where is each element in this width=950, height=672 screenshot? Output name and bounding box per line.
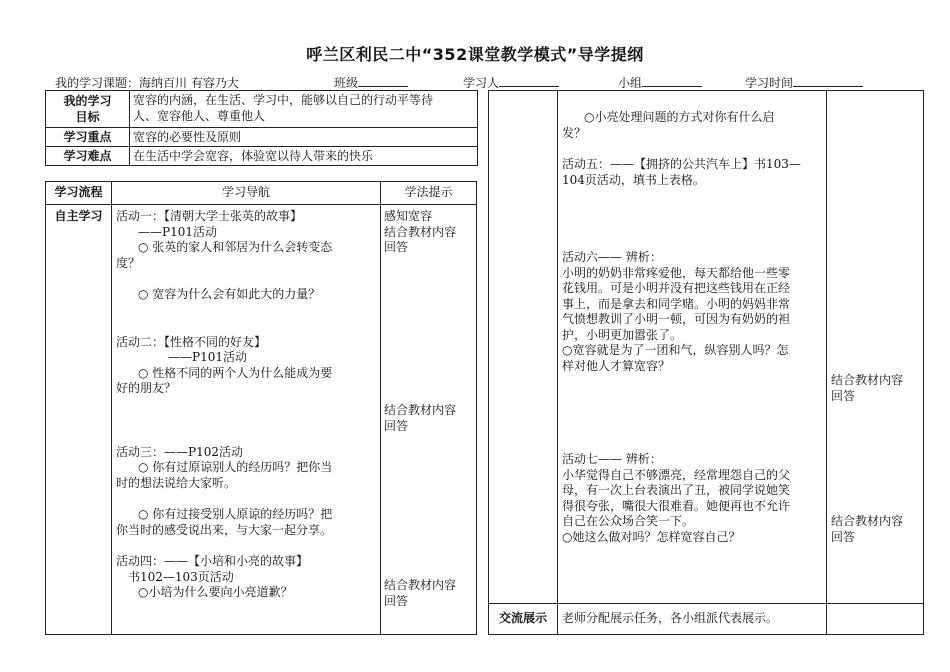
goal-label-line2: 目标 [75,110,100,124]
activity-6-title: 活动六—— 辨析： [562,250,662,264]
class-blank[interactable] [358,74,408,87]
left-nav-content [116,209,378,601]
activity-7-title: 活动七—— 辨析： [562,452,662,466]
activity-6-text-5: 护，小明更加嚣张了。 [562,327,683,342]
activity-2-ref: ——P101活动 [168,350,247,364]
class-label: 班级 [334,76,359,90]
activity-3-q1-cont: 时的想法说给大家听。 [116,475,237,490]
activity-5-title-cont: 104页活动，填书上表格。 [562,172,705,187]
exchange-label: 交流展示 [498,611,547,625]
group-label: 小组 [618,76,643,90]
tip-answer-1: 回答 [384,240,409,254]
key-label: 学习重点 [46,128,130,147]
time-label: 学习时间 [745,76,794,90]
activity-6-text-3: 事上，而是拿去和同学赌。小明的妈妈非常 [562,296,791,311]
right-nav-content [562,110,824,545]
activity-4-title: 活动四：——【小培和小亮的故事】 [116,554,309,568]
activity-6-text-4: 气愤想教训了小明一顿，可因为有奶奶的袒 [562,312,791,326]
group-field[interactable] [618,74,642,91]
right-tips-1 [831,373,923,404]
goal-label [46,91,130,128]
learner-blank[interactable] [499,74,559,87]
goal-text [130,91,478,128]
activity-7-text-2: 母，有一次上台表演出了丑，被同学说她笑 [562,483,791,497]
tip-answer-2: 回答 [384,418,409,433]
activity-6-q: ○宽容就是为了一团和气，纵容别人吗？怎 [562,343,789,357]
goal-text-line1: 宽容的内涵，在生活、学习中，能够以自己的行动平等待 [133,93,434,107]
activity-2-title: 活动二：【性格不同的好友】 [116,334,267,349]
activity-4-ref: 书102—103页活动 [128,569,234,584]
right-tip-answer-1: 回答 [831,388,856,403]
goal-label-line1: 我的学习 [63,94,112,108]
tip-answer-3: 回答 [384,593,409,608]
activity-2-q1-cont: 好的朋友？ [116,381,177,395]
goal-text-line2: 人、宽容他人、尊重他人 [133,109,266,123]
activity-4-q2-cont: 发？ [562,125,587,140]
activity-3-q2-cont: 你当时的感受说出来，与大家一起分享。 [116,522,333,537]
activity-6-q-cont: 样对他人才算宽容？ [562,358,671,373]
activity-5-title: 活动五：——【拥挤的公共汽车上】书103— [562,157,801,171]
learner-label: 学习人 [463,76,500,90]
left-tips-2 [384,403,476,434]
time-field[interactable] [745,74,793,91]
activity-7-text-3: 得很夸张，嘴很大很难看。她便再也不允许 [562,498,791,513]
goals-table [45,90,478,166]
tip-perceive: 感知宽容 [384,209,433,223]
activity-1-q1: ○ 张英的家人和邻居为什么会转变态 [138,240,333,254]
activity-1-ref: ——P101活动 [138,224,217,239]
activity-6-text-1: 小明的奶奶非常疼爱他，每天都给他一些零 [562,265,791,280]
right-tip-answer-2: 回答 [831,529,856,544]
activity-7-text-4: 自己在公众场合笑一下。 [562,514,695,528]
difficulty-label: 学习难点 [46,147,130,166]
exchange-text: 老师分配展示任务，各小组派代表展示。 [562,611,779,625]
right-tips-2 [831,514,923,545]
activity-4-q2: ○小亮处理问题的方式对你有什么启 [584,110,775,124]
left-tips-3 [384,578,476,609]
activity-3-title: 活动三：——P102活动 [116,444,243,459]
right-tip-combine-2: 结合教材内容 [831,514,904,528]
class-field[interactable] [334,74,358,91]
activity-1-q1-cont: 度？ [116,255,141,270]
left-tips-1 [384,209,476,256]
section-self-study: 自主学习 [54,209,103,223]
activity-3-q2: ○ 你有过接受别人原谅的经历吗？把 [138,507,333,521]
learner-field[interactable] [463,74,499,91]
col-process [45,181,112,635]
tip-combine-2: 结合教材内容 [384,403,457,417]
time-blank[interactable] [793,74,863,87]
tip-combine-1: 结合教材内容 [384,224,457,239]
activity-7-q: ○她这么做对吗？怎样宽容自己？ [562,529,741,544]
topic-label: 我的学习课题：海纳百川 有容乃大 [55,76,239,90]
activity-1-q2: ○ 宽容为什么会有如此大的力量？ [138,287,321,301]
difficulty-text: 在生活中学会宽容，体验宽以待人带来的快乐 [130,147,478,166]
info-line [55,74,915,90]
activity-2-q1: ○ 性格不同的两个人为什么能成为要 [138,365,333,380]
tip-combine-3: 结合教材内容 [384,578,457,592]
activity-6-text-2: 花钱用。可是小明并没有把这些钱用在正经 [562,281,791,295]
head-tip: 学法提示 [404,185,453,199]
right-col-tip [826,90,924,635]
page-title: 呼兰区利民二中“352课堂教学模式”导学提纲 [306,45,644,64]
right-tip-combine-1: 结合教材内容 [831,373,904,387]
right-col-process [488,90,558,635]
activity-1-title: 活动一：【清朝大学士张英的故事】 [116,209,303,223]
group-blank[interactable] [642,74,702,87]
head-process: 学习流程 [54,185,103,199]
key-text: 宽容的必要性及原则 [130,128,478,147]
activity-4-q1: ○小培为什么要向小亮道歉？ [138,585,293,599]
activity-3-q1: ○ 你有过原谅别人的经历吗？把你当 [138,460,333,474]
activity-7-text-1: 小华觉得自己不够漂亮，经常埋怨自己的父 [562,467,791,482]
head-nav: 学习导航 [221,185,270,199]
